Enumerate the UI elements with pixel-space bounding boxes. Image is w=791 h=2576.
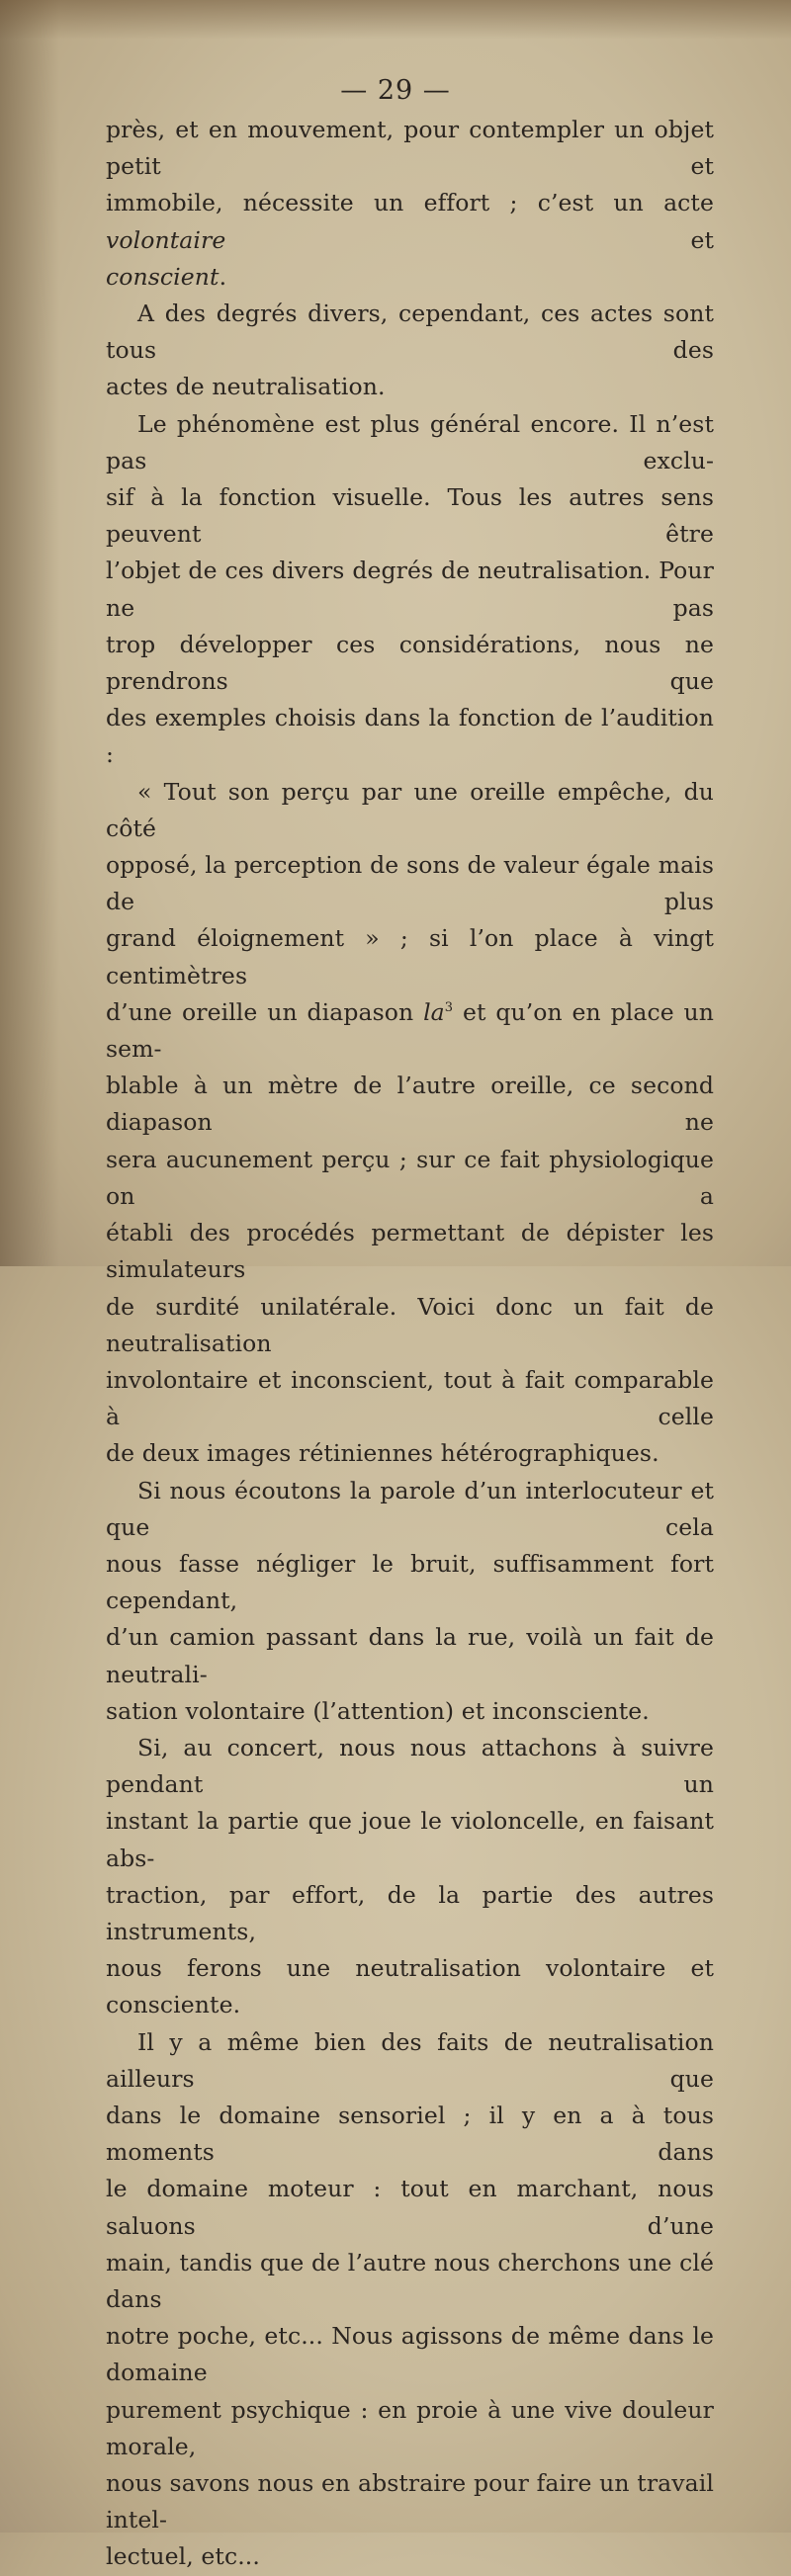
text-line: Le phénomène est plus général encore. Il n’est pas exclu- xyxy=(106,409,714,474)
text-line: grand éloignement » ; si l’on place à vingt centimètres xyxy=(106,924,714,989)
text-line: involontaire et inconscient, tout à fait comparable à celle xyxy=(106,1365,714,1431)
text-line: lectuel, etc... xyxy=(106,2542,260,2571)
text-line: traction, par effort, de la partie des autres instruments, xyxy=(106,1880,714,1945)
text-line: purement psychique : en proie à une vive douleur morale, xyxy=(106,2395,714,2460)
text-line: « Tout son perçu par une oreille empêche, du côté xyxy=(106,777,714,842)
text-line: instant la partie que joue le violoncelle, en faisant abs- xyxy=(106,1807,714,1872)
text-line: A des degrés divers, cependant, ces actes sont tous des xyxy=(106,300,714,365)
text-span: immobile, nécessite un effort ; c’est un acte xyxy=(106,189,714,217)
text-span: d’une oreille un diapason xyxy=(106,997,424,1026)
text-line: trop développer ces considérations, nous ne prendrons que xyxy=(106,630,714,696)
superscript: 3 xyxy=(444,999,454,1015)
text-span: . xyxy=(219,262,227,291)
body-text xyxy=(106,112,714,2576)
text-line: établi des procédés permettant de dépister les simulateurs xyxy=(106,1219,714,1284)
text-line: sation volontaire (l’attention) et inconsciente. xyxy=(106,1696,650,1725)
text-line: près, et en mouvement, pour contempler un objet petit et xyxy=(106,116,714,181)
text-line: Si nous écoutons la parole d’un interlocuteur et que cela xyxy=(106,1476,714,1541)
text-line: main, tandis que de l’autre nous cherchons une clé dans xyxy=(106,2248,714,2313)
italic-text: volontaire xyxy=(106,225,226,254)
page-shadow-top xyxy=(0,0,791,40)
text-line: Il y a même bien des faits de neutralisation ailleurs que xyxy=(106,2027,714,2093)
italic-text: conscient xyxy=(106,262,220,291)
text-line: opposé, la perception de sons de valeur égale mais de plus xyxy=(106,851,714,916)
text-line: d’un camion passant dans la rue, voilà un fait de neutrali- xyxy=(106,1623,714,1688)
text-line: sif à la fonction visuelle. Tous les autres sens peuvent être xyxy=(106,483,714,549)
text-span: et qu’on en place un sem- xyxy=(106,997,714,1064)
text-line: des exemples choisis dans la fonction de l’audition : xyxy=(106,704,714,769)
text-line: sera aucunement perçu ; sur ce fait physiologique on a xyxy=(106,1145,714,1210)
text-line xyxy=(106,994,714,1068)
text-line: le domaine moteur : tout en marchant, nous saluons d’une xyxy=(106,2175,714,2240)
text-line: nous ferons une neutralisation volontaire et consciente. xyxy=(106,1954,714,2019)
page-number: — 29 — xyxy=(340,75,451,106)
italic-text: la xyxy=(423,997,445,1026)
text-line: nous fasse négliger le bruit, suffisamment fort cependant, xyxy=(106,1549,714,1615)
text-line: actes de neutralisation. xyxy=(106,373,386,401)
text-line xyxy=(106,259,714,296)
text-line: notre poche, etc... Nous agissons de même dans le domaine xyxy=(106,2322,714,2387)
text-line: de deux images rétiniennes hétérographiques. xyxy=(106,1439,659,1468)
text-line: nous savons nous en abstraire pour faire un travail intel- xyxy=(106,2469,714,2534)
text-line: dans le domaine sensoriel ; il y en a à tous moments dans xyxy=(106,2101,714,2167)
text-line: l’objet de ces divers degrés de neutralisation. Pour ne pas xyxy=(106,557,714,622)
text-line: de surdité unilatérale. Voici donc un fait de neutralisation xyxy=(106,1292,714,1357)
page-shadow-left xyxy=(0,0,59,1266)
text-line: blable à un mètre de l’autre oreille, ce second diapason ne xyxy=(106,1072,714,1137)
text-span: et xyxy=(225,225,714,254)
text-line: Si, au concert, nous nous attachons à suivre pendant un xyxy=(106,1733,714,1799)
text-line xyxy=(106,185,714,258)
